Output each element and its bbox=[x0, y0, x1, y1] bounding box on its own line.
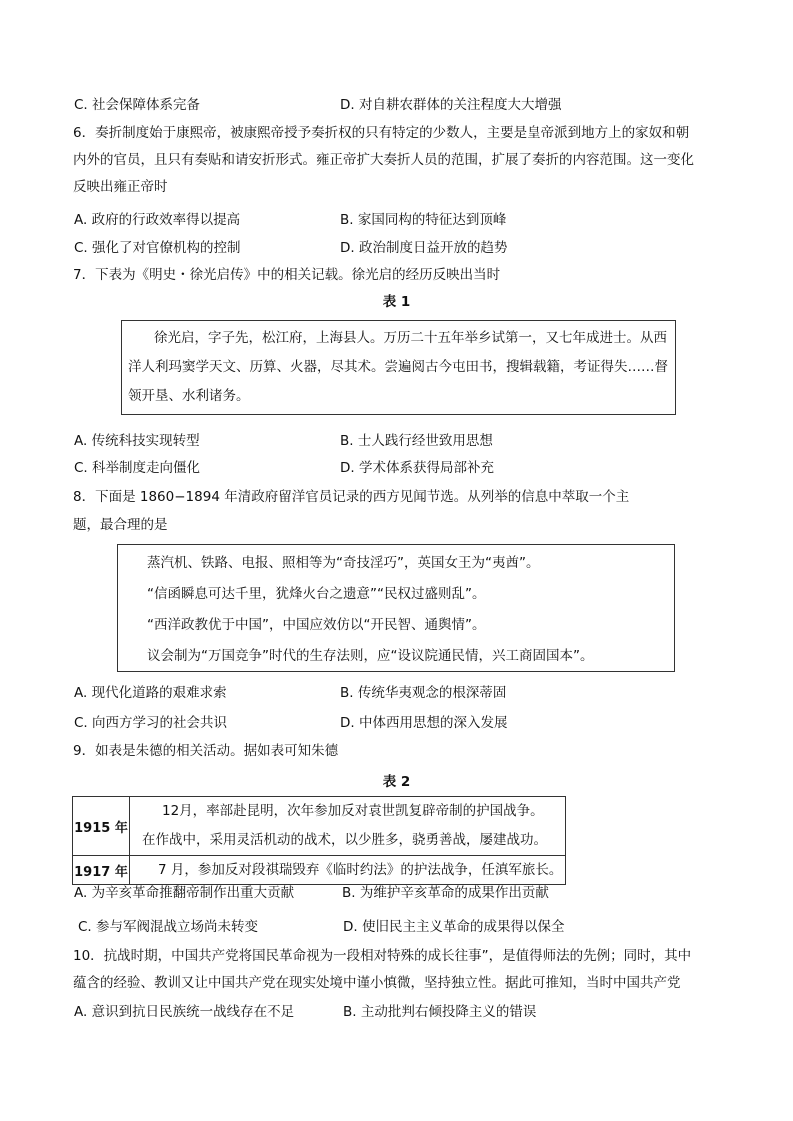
q9-stem: 9．如表是朱德的相关活动。据如表可知朱德 bbox=[73, 743, 339, 759]
q7-option-b: B. 士人践行经世致用思想 bbox=[340, 433, 493, 449]
q10-option-b: B. 主动批判右倾投降主义的错误 bbox=[343, 1004, 537, 1020]
q9-table-caption: 表 2 bbox=[382, 774, 411, 790]
q6-stem-line-2: 内外的官员，且只有奏贴和请安折形式。雍正帝扩大奏折人员的范围，扩展了奏折的内容范围。这一变化 bbox=[73, 152, 694, 168]
q7-source-line-2: 洋人利玛窦学天文、历算、火器，尽其术。尝遍阅古今屯田书，搜辑载籍，考证得失……督 bbox=[128, 359, 668, 375]
q7-source-line-1: 徐光启，字子先，松江府，上海县人。万历二十五年举乡试第一，又七年成进士。从西 bbox=[154, 330, 667, 346]
table-cell-year: 1915 年 bbox=[73, 797, 130, 856]
q9-option-a: A. 为辛亥革命推翻帝制作出重大贡献 bbox=[74, 885, 295, 901]
q10-option-a: A. 意识到抗日民族统一战线存在不足 bbox=[74, 1004, 295, 1020]
table-cell-event bbox=[130, 856, 566, 885]
q5-option-c: C. 社会保障体系完备 bbox=[74, 97, 201, 113]
q7-source-box bbox=[121, 320, 676, 415]
q8-stem-line-1: 8．下面是 1860−1894 年清政府留洋官员记录的西方见闻节选。从列举的信息中萃取一个主 bbox=[73, 489, 630, 505]
q7-stem: 7．下表为《明史・徐光启传》中的相关记载。徐光启的经历反映出当时 bbox=[73, 267, 501, 283]
event-line: 12月，率部赴昆明，次年参加反对袁世凯复辟帝制的护国战争。 bbox=[162, 803, 544, 819]
q8-source-line-2: “信函瞬息可达千里，犹烽火台之遗意”“民权过盛则乱”。 bbox=[147, 586, 486, 602]
q7-option-d: D. 学术体系获得局部补充 bbox=[340, 460, 494, 476]
q6-option-b: B. 家国同构的特征达到顶峰 bbox=[340, 212, 507, 228]
q7-table-caption: 表 1 bbox=[382, 294, 411, 310]
event-line: 7 月，参加反对段祺瑞毁弃《临时约法》的护法战争，任滇军旅长。 bbox=[158, 862, 563, 878]
q10-stem-line-1: 10．抗战时期，中国共产党将国民革命视为一段相对特殊的成长往事”，是值得师法的先例；同时，其中 bbox=[73, 948, 692, 964]
q6-stem-line-1: 6．奏折制度始于康熙帝，被康熙帝授予奏折权的只有特定的少数人，主要是皇帝派到地方上的家奴和朝 bbox=[73, 125, 690, 141]
q8-source-line-1: 蒸汽机、铁路、电报、照相等为“奇技淫巧”，英国女王为“夷酋”。 bbox=[147, 555, 540, 571]
q10-stem-line-2: 蕴含的经验、教训又让中国共产党在现实处境中谨小慎微，坚持独立性。据此可推知，当时中国共产党 bbox=[73, 975, 681, 991]
q8-option-b: B. 传统华夷观念的根深蒂固 bbox=[340, 685, 507, 701]
q9-option-b: B. 为维护辛亥革命的成果作出贡献 bbox=[342, 885, 549, 901]
table-row bbox=[73, 856, 566, 885]
q7-source-line-3: 领开垦、水利诸务。 bbox=[128, 388, 250, 404]
q8-source-line-4: 议会制为“万国竞争”时代的生存法则，应“设议院通民情，兴工商固国本”。 bbox=[147, 648, 594, 664]
q8-stem-line-2: 题，最合理的是 bbox=[73, 517, 168, 533]
q8-option-d: D. 中体西用思想的深入发展 bbox=[340, 715, 508, 731]
q5-option-d: D. 对自耕农群体的关注程度大大增强 bbox=[340, 97, 562, 113]
q6-option-d: D. 政治制度日益开放的趋势 bbox=[340, 240, 508, 256]
table-cell-event bbox=[130, 797, 566, 856]
table-cell-year: 1917 年 bbox=[73, 856, 130, 885]
q8-option-c: C. 向西方学习的社会共识 bbox=[74, 715, 228, 731]
event-line: 在作战中，采用灵活机动的战术，以少胜多，骁勇善战，屡建战功。 bbox=[142, 832, 547, 848]
q6-stem-line-3: 反映出雍正帝时 bbox=[73, 179, 168, 195]
q8-source-line-3: “西洋政教优于中国”，中国应效仿以“开民智、通舆情”。 bbox=[147, 617, 486, 633]
q7-option-c: C. 科举制度走向僵化 bbox=[74, 460, 201, 476]
q6-option-c: C. 强化了对官僚机构的控制 bbox=[74, 240, 241, 256]
q8-source-box bbox=[117, 544, 675, 672]
q9-activity-table bbox=[72, 796, 566, 885]
q7-option-a: A. 传统科技实现转型 bbox=[74, 433, 200, 449]
q8-option-a: A. 现代化道路的艰难求索 bbox=[74, 685, 227, 701]
table-row bbox=[73, 797, 566, 856]
q6-option-a: A. 政府的行政效率得以提高 bbox=[74, 212, 241, 228]
q9-option-d: D. 使旧民主主义革命的成果得以保全 bbox=[343, 919, 565, 935]
q9-option-c: C. 参与军阀混战立场尚未转变 bbox=[78, 919, 259, 935]
